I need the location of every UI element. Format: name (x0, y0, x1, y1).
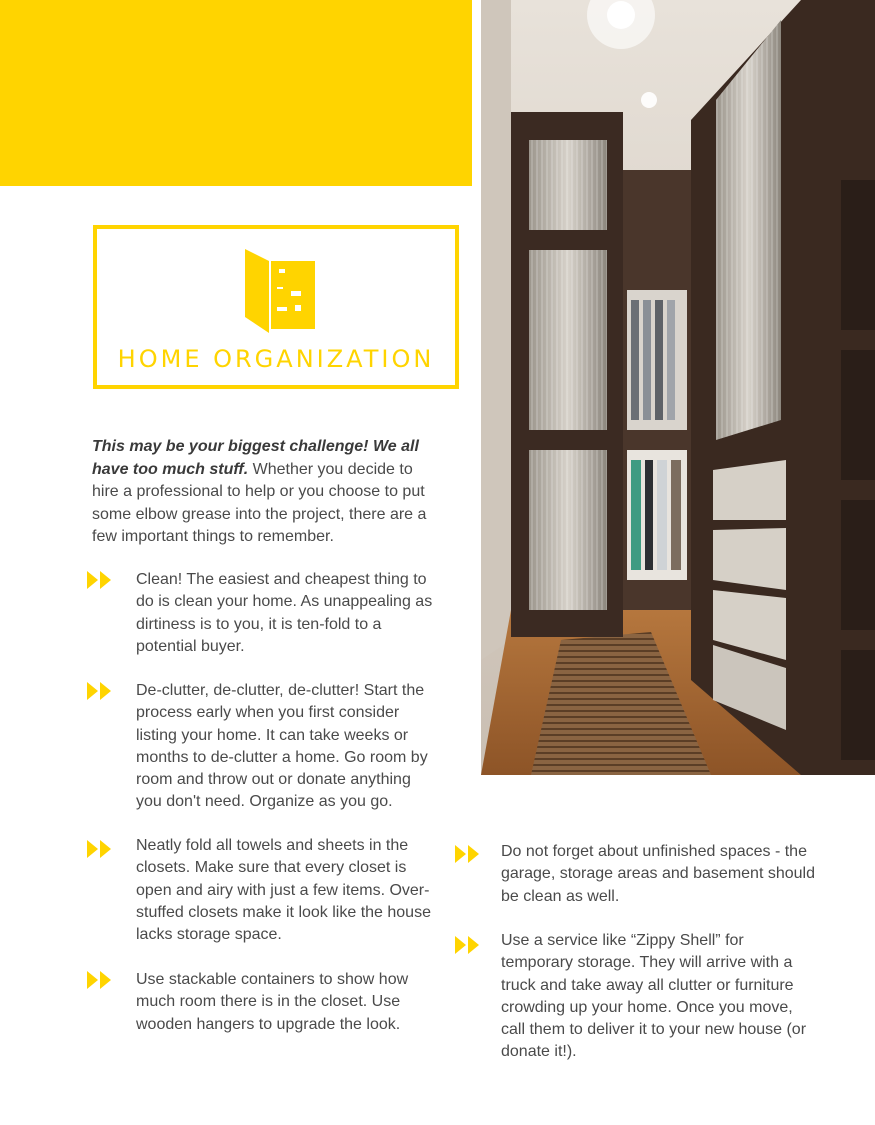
double-arrow-icon (87, 682, 113, 700)
bullet-item: Do not forget about unfinished spaces - the garage, storage areas and basement should be clean as well. (501, 843, 815, 905)
intro-text: Whether you decide to hire a professional to help or you choose to put some elbow grease into the project, there are a few important things to remember. (92, 460, 427, 545)
double-arrow-icon (455, 845, 481, 863)
title-box (93, 225, 459, 389)
double-arrow-icon (455, 936, 481, 954)
double-arrow-icon (87, 971, 113, 989)
page-title: HOME ORGANIZATION (117, 345, 435, 373)
open-cabinet-icon (241, 245, 315, 333)
bullet-item: De-clutter, de-clutter, de-clutter! Start the process early when you first consider listing your home. It can take weeks or months to de-clutter a home. Go room by room and throw out or donate anything you don't need. Organize as you go. (136, 682, 428, 811)
double-arrow-icon (87, 571, 113, 589)
bullet-item: Neatly fold all towels and sheets in the closets. Make sure that every closet is open and airy with just a few items. Over-stuffed closets make it look like the house lacks storage space. (136, 837, 431, 944)
header-accent-block (0, 0, 472, 186)
bullet-item: Use a service like “Zippy Shell” for temporary storage. They will arrive with a truck and take away all clutter or furniture crowding up your home. Once you move, call them to deliver it to your new house (or donate it!). (501, 932, 807, 1061)
walk-in-closet-photo (481, 0, 875, 775)
intro-bold-text: This may be your biggest challenge! We all have too much stuff. (92, 438, 419, 478)
double-arrow-icon (87, 840, 113, 858)
bullet-item: Use stackable containers to show how much room there is in the closet. Use wooden hangers to upgrade the look. (136, 971, 409, 1033)
bullet-item: Clean! The easiest and cheapest thing to do is clean your home. As unappealing as dirtiness is to you, it is ten-fold to a potential buyer. (136, 571, 433, 655)
intro-paragraph (92, 436, 437, 549)
